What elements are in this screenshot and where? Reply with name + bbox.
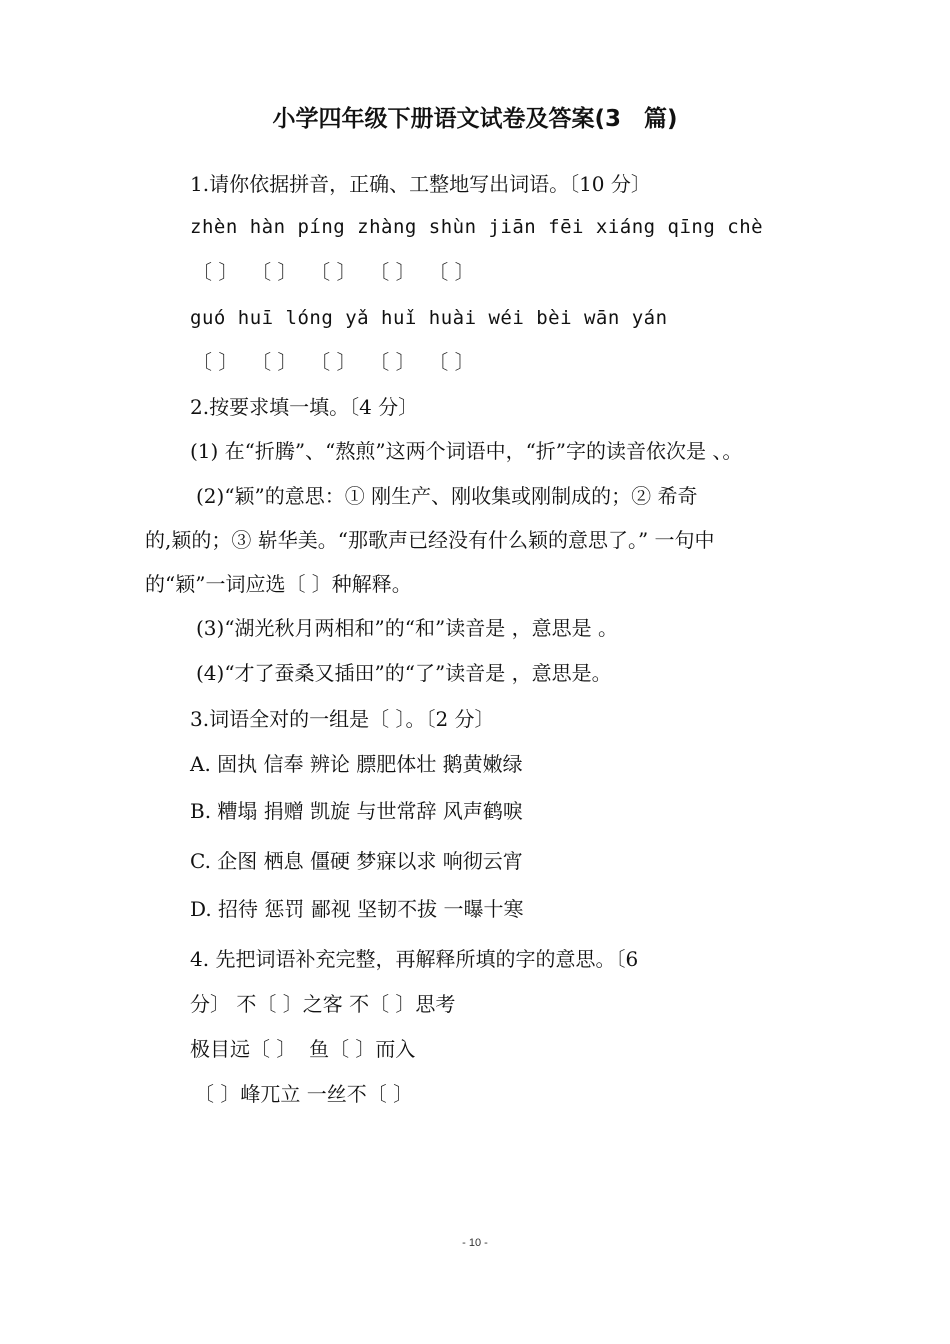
page-number: - 10 -: [462, 1237, 488, 1249]
question-2-heading: 2.按要求填一填。〔4 分〕: [190, 395, 419, 419]
question-4-line-4: 〔 〕峰兀立 一丝不〔 〕: [194, 1082, 414, 1106]
question-4-line-2: 分〕 不〔 〕之客 不〔 〕思考: [190, 992, 456, 1016]
question-4-line-3: 极目远〔 〕 鱼〔 〕而入: [190, 1037, 416, 1061]
question-2-item-2-line-2: 的,颖的；③ 崭华美。“那歌声已经没有什么颖的意思了。” 一句中: [145, 528, 715, 552]
question-2-item-2-line-3: 的“颖”一词应选〔 〕种解释。: [145, 572, 412, 596]
question-3-heading: 3.词语全对的一组是〔 〕。〔2 分〕: [190, 707, 495, 731]
pinyin-row-1: zhèn hàn píng zhàng shùn jiān fēi xiáng qīng chè: [190, 216, 764, 238]
question-2-item-2-line-1: (2)“颖”的意思：① 刚生产、刚收集或刚制成的；② 希奇: [196, 484, 698, 508]
question-2-item-1: (1) 在“折腾”、“熬煎”这两个词语中，“折”字的读音依次是 、。: [190, 439, 743, 463]
question-3-option-a: A. 固执 信奉 辨论 膘肥体壮 鹅黄嫩绿: [190, 752, 523, 776]
answer-blanks-row-1: 〔 〕 〔 〕 〔 〕 〔 〕 〔 〕: [192, 260, 475, 284]
question-2-item-3: (3)“湖光秋月两相和”的“和”读音是 ，意思是 。: [196, 616, 618, 640]
question-2-item-4: (4)“才了蚕桑又插田”的“了”读音是 ，意思是。: [196, 661, 612, 685]
question-1-heading: 1.请你依据拼音，正确、工整地写出词语。〔10 分〕: [190, 172, 651, 196]
question-3-option-c: C. 企图 栖息 僵硬 梦寐以求 响彻云宵: [190, 849, 523, 873]
question-3-option-b: B. 糟塌 捐赠 凯旋 与世常辞 风声鹤唳: [190, 799, 523, 823]
question-4-heading: 4. 先把词语补充完整，再解释所填的字的意思。〔6: [190, 947, 639, 971]
pinyin-row-2: guó huī lóng yǎ huǐ huài wéi bèi wān yán: [190, 307, 668, 329]
page-title: 小学四年级下册语文试卷及答案(3 篇): [272, 106, 678, 132]
answer-blanks-row-2: 〔 〕 〔 〕 〔 〕 〔 〕 〔 〕: [192, 350, 475, 374]
question-3-option-d: D. 招待 惩罚 鄙视 坚韧不拔 一曝十寒: [190, 897, 524, 921]
